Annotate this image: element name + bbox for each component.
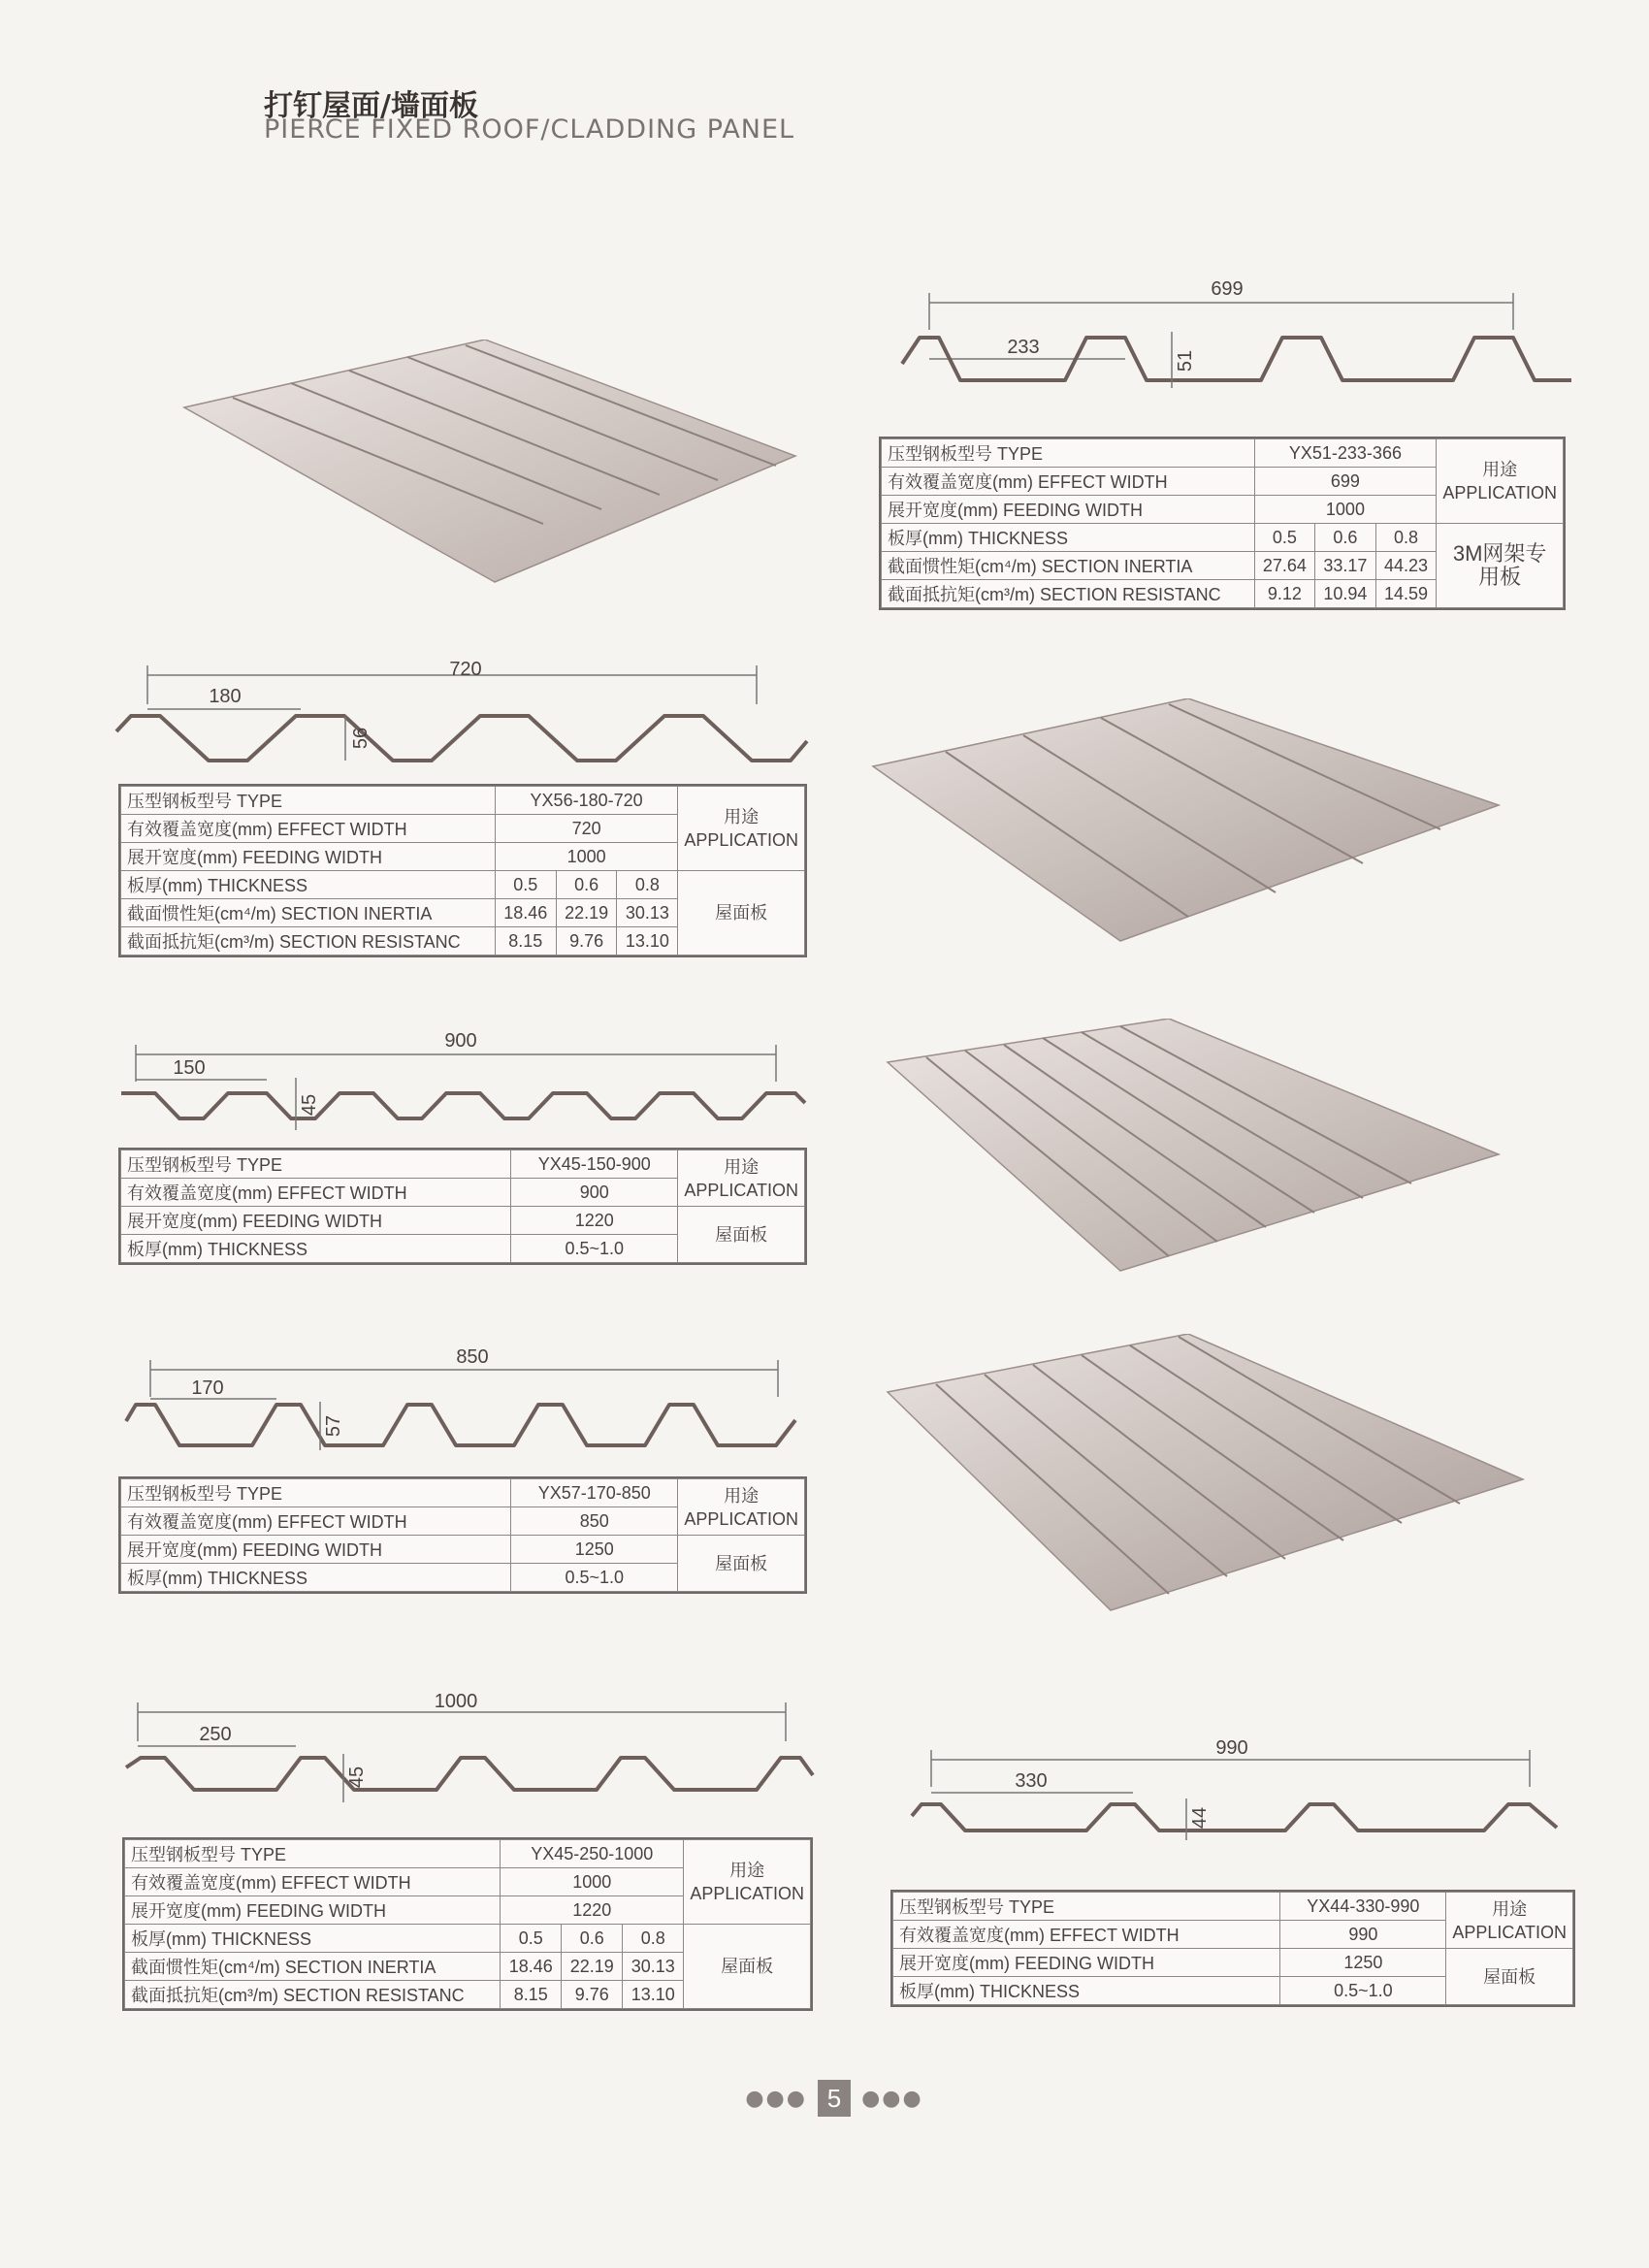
sheet-illustration bbox=[868, 698, 1508, 951]
profile-svg bbox=[116, 1348, 815, 1455]
effect-width-value: 1000 bbox=[501, 1868, 684, 1896]
row-label-thickness: 板厚(mm) THICKNESS bbox=[893, 1977, 1280, 2005]
row-label-effect-width: 有效覆盖宽度(mm) EFFECT WIDTH bbox=[121, 1507, 511, 1536]
row-label-feeding-width: 展开宽度(mm) FEEDING WIDTH bbox=[893, 1949, 1280, 1977]
resistance-value: 14.59 bbox=[1375, 580, 1437, 608]
dim-pitch: 330 bbox=[1015, 1770, 1048, 1792]
dim-height: 45 bbox=[299, 1093, 320, 1117]
panel-photo-1 bbox=[175, 340, 805, 596]
thickness-value: 0.6 bbox=[556, 871, 617, 899]
dim-total: 1000 bbox=[434, 1691, 478, 1712]
application-label: 用途 APPLICATION bbox=[1437, 439, 1564, 524]
resistance-value: 8.15 bbox=[501, 1981, 562, 2009]
thickness-value: 0.8 bbox=[623, 1925, 684, 1953]
row-label-inertia: 截面惯性矩(cm⁴/m) SECTION INERTIA bbox=[121, 899, 496, 927]
row-label-type: 压型钢板型号 TYPE bbox=[882, 439, 1255, 468]
row-label-type: 压型钢板型号 TYPE bbox=[121, 1150, 511, 1179]
profile-diagram-yx45-250 bbox=[116, 1688, 824, 1809]
application-value: 屋面板 bbox=[1446, 1949, 1573, 2005]
inertia-value: 33.17 bbox=[1315, 552, 1376, 580]
dots-icon: ●●● bbox=[745, 2086, 807, 2111]
row-label-thickness: 板厚(mm) THICKNESS bbox=[121, 1235, 511, 1263]
row-label-resistance: 截面抵抗矩(cm³/m) SECTION RESISTANC bbox=[121, 927, 496, 956]
application-value: 屋面板 bbox=[684, 1925, 811, 2009]
feeding-width-value: 1250 bbox=[511, 1536, 678, 1564]
page-title-en: PIERCE FIXED ROOF/CLADDING PANEL bbox=[264, 114, 795, 145]
effect-width-value: 990 bbox=[1280, 1921, 1446, 1949]
feeding-width-value: 1220 bbox=[511, 1207, 678, 1235]
profile-svg bbox=[892, 272, 1571, 398]
resistance-value: 9.76 bbox=[556, 927, 617, 956]
row-label-effect-width: 有效覆盖宽度(mm) EFFECT WIDTH bbox=[893, 1921, 1280, 1949]
inertia-value: 30.13 bbox=[617, 899, 678, 927]
row-label-type: 压型钢板型号 TYPE bbox=[125, 1840, 501, 1868]
thickness-value: 0.5 bbox=[495, 871, 556, 899]
panel-photo-4 bbox=[878, 1334, 1537, 1629]
resistance-value: 13.10 bbox=[617, 927, 678, 956]
inertia-value: 18.46 bbox=[495, 899, 556, 927]
row-label-thickness: 板厚(mm) THICKNESS bbox=[125, 1925, 501, 1953]
page-footer bbox=[0, 2080, 1649, 2119]
profile-svg bbox=[116, 1688, 824, 1809]
inertia-value: 22.19 bbox=[562, 1953, 623, 1981]
resistance-value: 9.76 bbox=[562, 1981, 623, 2009]
page-title-cn: 打钉屋面/墙面板 bbox=[264, 89, 478, 123]
profile-diagram-yx44 bbox=[907, 1738, 1576, 1845]
panel-photo-2 bbox=[868, 698, 1508, 955]
thickness-value: 0.8 bbox=[1375, 524, 1437, 552]
thickness-value: 0.5~1.0 bbox=[511, 1564, 678, 1592]
row-label-resistance: 截面抵抗矩(cm³/m) SECTION RESISTANC bbox=[125, 1981, 501, 2009]
thickness-value: 0.5 bbox=[1254, 524, 1315, 552]
effect-width-value: 900 bbox=[511, 1179, 678, 1207]
row-label-thickness: 板厚(mm) THICKNESS bbox=[121, 871, 496, 899]
resistance-value: 8.15 bbox=[495, 927, 556, 956]
thickness-value: 0.6 bbox=[562, 1925, 623, 1953]
spec-table-yx45-150 bbox=[120, 1150, 805, 1263]
effect-width-value: 720 bbox=[495, 815, 677, 843]
profile-diagram-yx45-150 bbox=[116, 1023, 815, 1135]
inertia-value: 27.64 bbox=[1254, 552, 1315, 580]
sheet-illustration bbox=[175, 340, 805, 592]
spec-table-yx51 bbox=[881, 438, 1564, 608]
application-label: 用途 APPLICATION bbox=[678, 1479, 805, 1536]
application-label: 用途 APPLICATION bbox=[684, 1840, 811, 1925]
dim-height: 51 bbox=[1175, 349, 1196, 373]
application-label: 用途 APPLICATION bbox=[678, 1150, 805, 1207]
thickness-value: 0.5 bbox=[501, 1925, 562, 1953]
row-label-type: 压型钢板型号 TYPE bbox=[121, 1479, 511, 1507]
page-number: 5 bbox=[818, 2080, 851, 2117]
dim-pitch: 150 bbox=[173, 1057, 206, 1079]
thickness-value: 0.6 bbox=[1315, 524, 1376, 552]
row-label-thickness: 板厚(mm) THICKNESS bbox=[121, 1564, 511, 1592]
inertia-value: 22.19 bbox=[556, 899, 617, 927]
application-value: 3M网架专用板 bbox=[1437, 524, 1564, 608]
row-label-type: 压型钢板型号 TYPE bbox=[121, 787, 496, 815]
dots-icon: ●●● bbox=[861, 2086, 923, 2111]
profile-svg bbox=[116, 1023, 815, 1135]
dim-total: 720 bbox=[449, 659, 482, 680]
inertia-value: 30.13 bbox=[623, 1953, 684, 1981]
type-value: YX45-150-900 bbox=[511, 1150, 678, 1179]
row-label-feeding-width: 展开宽度(mm) FEEDING WIDTH bbox=[882, 496, 1255, 524]
row-label-feeding-width: 展开宽度(mm) FEEDING WIDTH bbox=[121, 1536, 511, 1564]
dim-pitch: 170 bbox=[191, 1377, 224, 1399]
application-label: 用途 APPLICATION bbox=[1446, 1893, 1573, 1949]
row-label-effect-width: 有效覆盖宽度(mm) EFFECT WIDTH bbox=[882, 468, 1255, 496]
profile-diagram-yx51 bbox=[892, 272, 1571, 398]
type-value: YX44-330-990 bbox=[1280, 1893, 1446, 1921]
dim-height: 45 bbox=[346, 1766, 368, 1789]
resistance-value: 9.12 bbox=[1254, 580, 1315, 608]
application-value: 屋面板 bbox=[678, 1536, 805, 1592]
sheet-illustration bbox=[878, 1019, 1508, 1280]
resistance-value: 10.94 bbox=[1315, 580, 1376, 608]
inertia-value: 44.23 bbox=[1375, 552, 1437, 580]
row-label-effect-width: 有效覆盖宽度(mm) EFFECT WIDTH bbox=[121, 815, 496, 843]
spec-table-yx45-250 bbox=[124, 1839, 811, 2009]
dim-height: 56 bbox=[350, 727, 372, 750]
dim-total: 900 bbox=[444, 1030, 477, 1052]
thickness-value: 0.5~1.0 bbox=[1280, 1977, 1446, 2005]
dim-pitch: 233 bbox=[1007, 337, 1040, 358]
row-label-feeding-width: 展开宽度(mm) FEEDING WIDTH bbox=[121, 1207, 511, 1235]
row-label-resistance: 截面抵抗矩(cm³/m) SECTION RESISTANC bbox=[882, 580, 1255, 608]
dim-height: 44 bbox=[1189, 1806, 1211, 1830]
application-value: 屋面板 bbox=[678, 1207, 805, 1263]
application-value: 屋面板 bbox=[678, 871, 805, 956]
dim-pitch: 180 bbox=[209, 686, 242, 707]
panel-photo-3 bbox=[878, 1019, 1508, 1284]
row-label-effect-width: 有效覆盖宽度(mm) EFFECT WIDTH bbox=[121, 1179, 511, 1207]
spec-table-yx44 bbox=[892, 1892, 1573, 2005]
spec-table-yx57 bbox=[120, 1478, 805, 1592]
row-label-inertia: 截面惯性矩(cm⁴/m) SECTION INERTIA bbox=[125, 1953, 501, 1981]
dim-total: 699 bbox=[1211, 278, 1244, 300]
row-label-type: 压型钢板型号 TYPE bbox=[893, 1893, 1280, 1921]
row-label-thickness: 板厚(mm) THICKNESS bbox=[882, 524, 1255, 552]
row-label-effect-width: 有效覆盖宽度(mm) EFFECT WIDTH bbox=[125, 1868, 501, 1896]
resistance-value: 13.10 bbox=[623, 1981, 684, 2009]
dim-total: 850 bbox=[456, 1346, 489, 1368]
application-label: 用途 APPLICATION bbox=[678, 787, 805, 871]
dim-total: 990 bbox=[1215, 1737, 1248, 1759]
dim-pitch: 250 bbox=[199, 1724, 232, 1745]
effect-width-value: 699 bbox=[1254, 468, 1437, 496]
feeding-width-value: 1000 bbox=[495, 843, 677, 871]
feeding-width-value: 1000 bbox=[1254, 496, 1437, 524]
effect-width-value: 850 bbox=[511, 1507, 678, 1536]
dim-height: 57 bbox=[323, 1414, 344, 1438]
thickness-value: 0.5~1.0 bbox=[511, 1235, 678, 1263]
profile-svg bbox=[907, 1738, 1576, 1845]
profile-svg bbox=[116, 656, 815, 777]
thickness-value: 0.8 bbox=[617, 871, 678, 899]
row-label-feeding-width: 展开宽度(mm) FEEDING WIDTH bbox=[121, 843, 496, 871]
profile-diagram-yx56 bbox=[116, 656, 815, 777]
feeding-width-value: 1220 bbox=[501, 1896, 684, 1925]
spec-table-yx56 bbox=[120, 786, 805, 956]
sheet-illustration bbox=[878, 1334, 1537, 1625]
feeding-width-value: 1250 bbox=[1280, 1949, 1446, 1977]
row-label-feeding-width: 展开宽度(mm) FEEDING WIDTH bbox=[125, 1896, 501, 1925]
type-value: YX56-180-720 bbox=[495, 787, 677, 815]
type-value: YX57-170-850 bbox=[511, 1479, 678, 1507]
type-value: YX51-233-366 bbox=[1254, 439, 1437, 468]
type-value: YX45-250-1000 bbox=[501, 1840, 684, 1868]
inertia-value: 18.46 bbox=[501, 1953, 562, 1981]
row-label-inertia: 截面惯性矩(cm⁴/m) SECTION INERTIA bbox=[882, 552, 1255, 580]
profile-diagram-yx57 bbox=[116, 1348, 815, 1455]
